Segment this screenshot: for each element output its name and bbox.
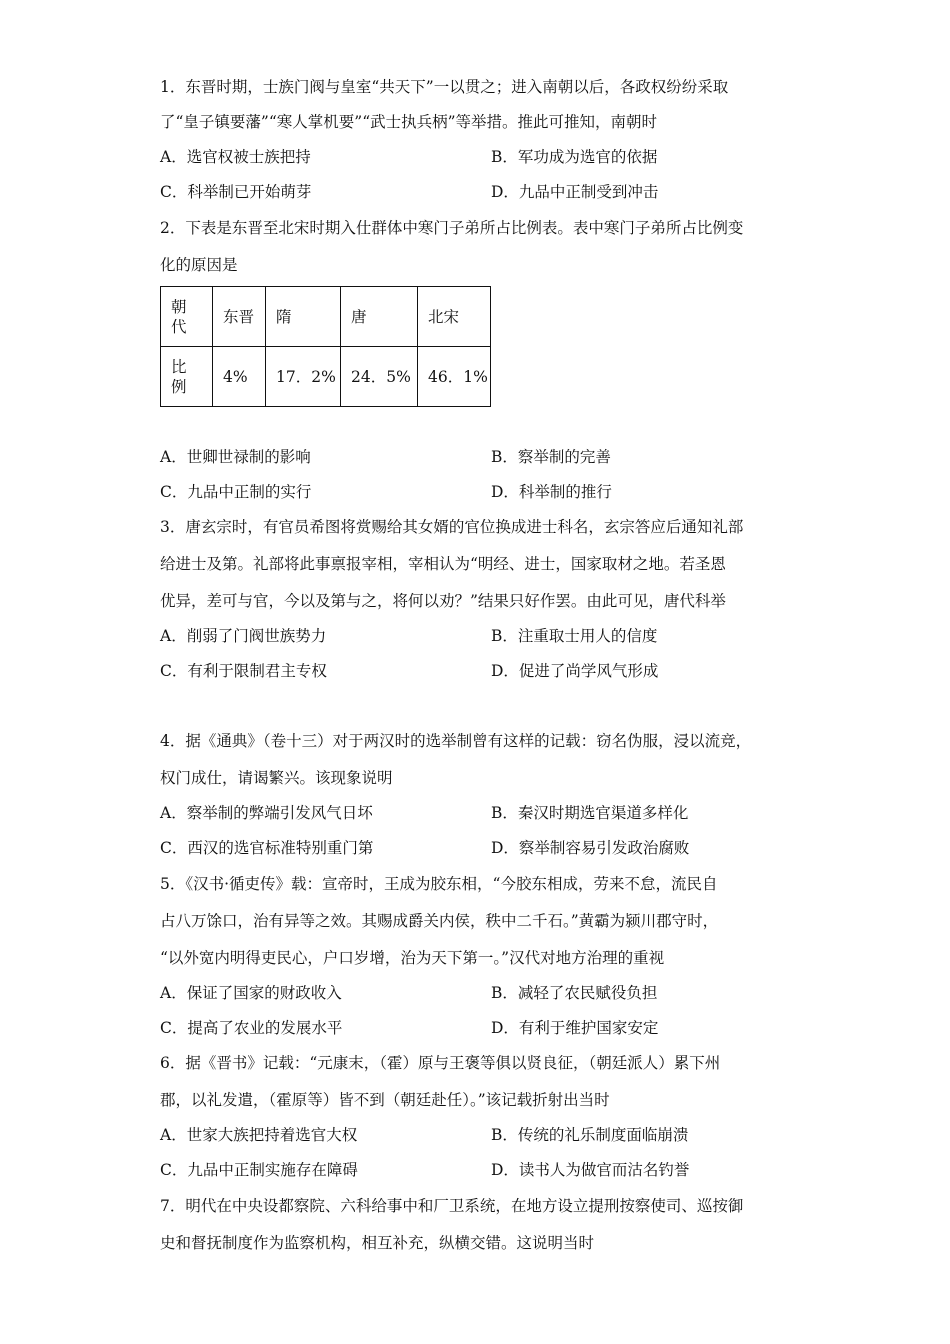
table-header-cell: 唐 (341, 287, 418, 347)
q6-option-c[interactable]: C．九品中正制实施存在障碍 (160, 1161, 358, 1179)
table-cell: 17．2% (266, 347, 341, 407)
table-cell (161, 347, 213, 407)
q1-option-d[interactable]: D．九品中正制受到冲击 (491, 183, 659, 201)
q1-option-b[interactable]: B．军功成为选官的依据 (491, 148, 658, 166)
label-ratio: 比例 (171, 357, 187, 396)
q2-option-d[interactable]: D．科举制的推行 (491, 483, 612, 501)
q1-line-1: 1．东晋时期，士族门阀与皇室“共天下”一以贯之；进入南朝以后，各政权纷纷采取 (160, 78, 729, 96)
q4-option-d[interactable]: D．察举制容易引发政治腐败 (491, 839, 690, 857)
label-dynasty: 朝代 (171, 297, 187, 336)
q7-line-1: 7．明代在中央设都察院、六科给事中和厂卫系统，在地方设立提刑按察使司、巡按御 (160, 1197, 744, 1215)
q4-line-2: 权门成仕，请谒繁兴。该现象说明 (160, 769, 393, 787)
q2-option-c[interactable]: C．九品中正制的实行 (160, 483, 312, 501)
q5-option-a[interactable]: A．保证了国家的财政收入 (160, 984, 342, 1002)
q1-line-2: 了“皇子镇要藩”“寒人掌机要”“武士执兵柄”等举措。推此可推知，南朝时 (160, 113, 658, 131)
q5-option-c[interactable]: C．提高了农业的发展水平 (160, 1019, 343, 1037)
q3-line-3: 优异，差可与官，今以及第与之，将何以劝？”结果只好作罢。由此可见，唐代科举 (160, 592, 726, 610)
q3-option-d[interactable]: D．促进了尚学风气形成 (491, 662, 659, 680)
table-cell: 46．1% (418, 347, 491, 407)
table-header-cell: 东晋 (213, 287, 266, 347)
q7-line-2: 史和督抚制度作为监察机构，相互补充，纵横交错。这说明当时 (160, 1234, 595, 1252)
q3-option-c[interactable]: C．有利于限制君主专权 (160, 662, 327, 680)
q4-option-c[interactable]: C．西汉的选官标准特别重门第 (160, 839, 374, 857)
table-row-ratio (161, 347, 491, 407)
table-header-cell: 北宋 (418, 287, 491, 347)
q4-option-a[interactable]: A．察举制的弊端引发风气日坏 (160, 804, 373, 822)
q3-option-b[interactable]: B．注重取士用人的信度 (491, 627, 658, 645)
q4-line-1: 4．据《通典》（卷十三）对于两汉时的选举制曾有这样的记载：窃名伪服，浸以流竞， (160, 732, 752, 750)
q1-option-a[interactable]: A．选官权被士族把持 (160, 148, 311, 166)
q2-line-1: 2．下表是东晋至北宋时期入仕群体中寒门子弟所占比例表。表中寒门子弟所占比例变 (160, 219, 744, 237)
q3-line-1: 3．唐玄宗时，有官员希图将赏赐给其女婿的官位换成进士科名，玄宗答应后通知礼部 (160, 518, 744, 536)
q5-option-b[interactable]: B．减轻了农民赋役负担 (491, 984, 658, 1002)
q1-option-c[interactable]: C．科举制已开始萌芽 (160, 183, 312, 201)
q5-option-d[interactable]: D．有利于维护国家安定 (491, 1019, 659, 1037)
q2-line-2: 化的原因是 (160, 256, 238, 274)
q2-option-b[interactable]: B．察举制的完善 (491, 448, 611, 466)
table-cell: 4% (213, 347, 266, 407)
q3-option-a[interactable]: A．削弱了门阀世族势力 (160, 627, 327, 645)
q5-line-3: “以外宽内明得吏民心，户口岁增，治为天下第一。”汉代对地方治理的重视 (160, 949, 665, 967)
q2-option-a[interactable]: A．世卿世禄制的影响 (160, 448, 311, 466)
q5-line-2: 占八万馀口，治有异等之效。其赐成爵关内侯，秩中二千石。”黄霸为颍川郡守时， (160, 912, 719, 930)
q6-line-1: 6．据《晋书》记载：“元康末，（霍）原与王褒等俱以贤良征，（朝廷派人）累下州 (160, 1054, 721, 1072)
q2-ratio-table (160, 286, 491, 407)
q4-option-b[interactable]: B．秦汉时期选官渠道多样化 (491, 804, 689, 822)
q6-option-b[interactable]: B．传统的礼乐制度面临崩溃 (491, 1126, 689, 1144)
table-header-cell (161, 287, 213, 347)
table-header-cell: 隋 (266, 287, 341, 347)
table-row-dynasty (161, 287, 491, 347)
q3-line-2: 给进士及第。礼部将此事禀报宰相，宰相认为“明经、进士，国家取材之地。若圣恩 (160, 555, 726, 573)
q6-option-a[interactable]: A．世家大族把持着选官大权 (160, 1126, 358, 1144)
table-cell: 24．5% (341, 347, 418, 407)
q5-line-1: 5．《汉书·循吏传》载：宣帝时，王成为胶东相，“今胶东相成，劳来不怠，流民自 (160, 875, 718, 893)
q6-line-2: 郡，以礼发遣，（霍原等）皆不到（朝廷赴任）。”该记载折射出当时 (160, 1091, 610, 1109)
q6-option-d[interactable]: D．读书人为做官而沽名钓誉 (491, 1161, 690, 1179)
